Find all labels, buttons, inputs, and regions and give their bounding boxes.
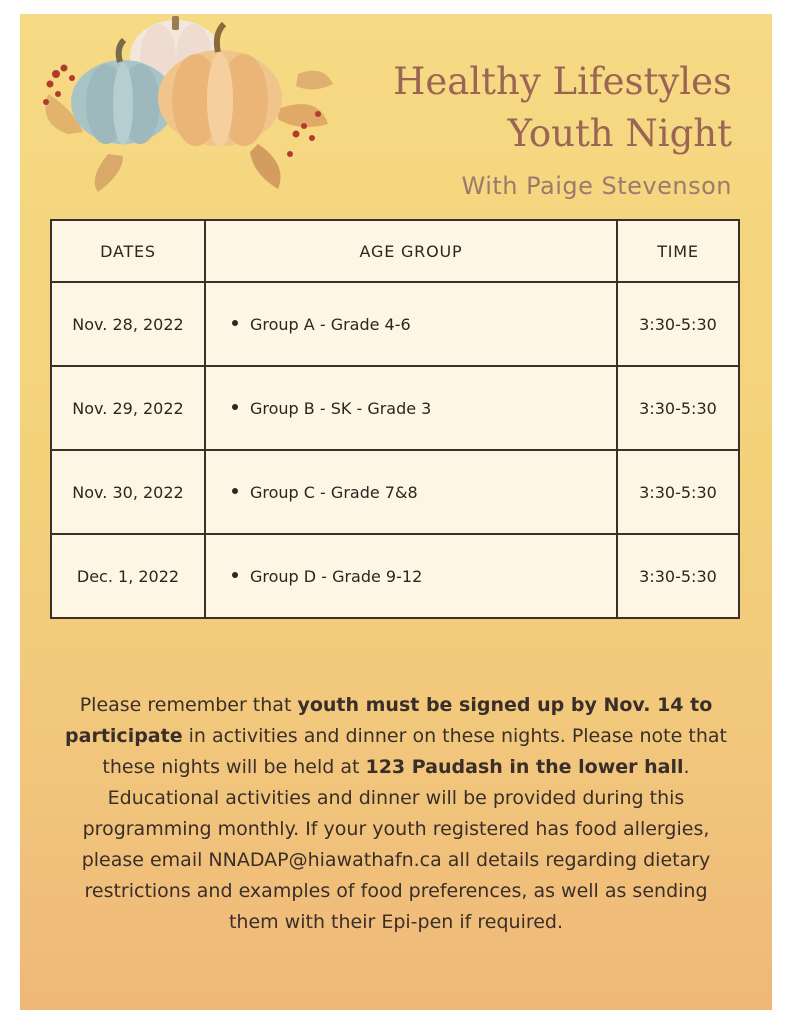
row-date: Nov. 30, 2022 xyxy=(51,450,205,534)
notice-text-3: . Educational activities and dinner will be provided during this programming monthly. If your youth registered has food allergies, please email NNADAP@hiawathafn.ca all details regarding dietary restrictions and examples of food preferences, as well as sending them with their Epi-pen if required. xyxy=(81,756,711,933)
pumpkin-bouquet-icon xyxy=(28,14,338,194)
table-row xyxy=(51,450,739,534)
header-dates: DATES xyxy=(51,220,205,282)
row-group-label: Group D - Grade 9-12 xyxy=(250,566,423,586)
page-title xyxy=(312,56,732,160)
row-date: Nov. 29, 2022 xyxy=(51,366,205,450)
table-header-row xyxy=(51,220,739,282)
row-age-group xyxy=(205,450,617,534)
table-row xyxy=(51,366,739,450)
title-line-2: Youth Night xyxy=(507,112,732,155)
header-time: TIME xyxy=(617,220,739,282)
row-date: Dec. 1, 2022 xyxy=(51,534,205,618)
title-line-1: Healthy Lifestyles xyxy=(393,60,732,103)
row-time: 3:30-5:30 xyxy=(617,366,739,450)
row-age-group xyxy=(205,366,617,450)
table-row xyxy=(51,282,739,366)
notice-text-2: in activities and dinner on these nights. Please note that these nights will be held at xyxy=(102,725,727,778)
bullet-icon xyxy=(232,488,238,494)
row-age-group xyxy=(205,534,617,618)
row-time: 3:30-5:30 xyxy=(617,282,739,366)
table-row xyxy=(51,534,739,618)
row-time: 3:30-5:30 xyxy=(617,534,739,618)
schedule-table xyxy=(50,219,740,619)
row-age-group xyxy=(205,282,617,366)
page-subtitle: With Paige Stevenson xyxy=(461,172,732,200)
row-group-label: Group B - SK - Grade 3 xyxy=(250,398,432,418)
row-date: Nov. 28, 2022 xyxy=(51,282,205,366)
notice-bold-location: 123 Paudash in the lower hall xyxy=(365,756,684,778)
bullet-icon xyxy=(232,404,238,410)
notice-paragraph xyxy=(60,690,732,938)
bullet-icon xyxy=(232,572,238,578)
notice-bold-signup: youth must be signed up by Nov. 14 to participate xyxy=(65,694,713,747)
row-group-label: Group C - Grade 7&8 xyxy=(250,482,418,502)
row-time: 3:30-5:30 xyxy=(617,450,739,534)
flyer-page xyxy=(20,14,772,1010)
bullet-icon xyxy=(232,320,238,326)
header-age-group: AGE GROUP xyxy=(205,220,617,282)
notice-text-1: Please remember that xyxy=(79,694,298,716)
row-group-label: Group A - Grade 4-6 xyxy=(250,314,411,334)
